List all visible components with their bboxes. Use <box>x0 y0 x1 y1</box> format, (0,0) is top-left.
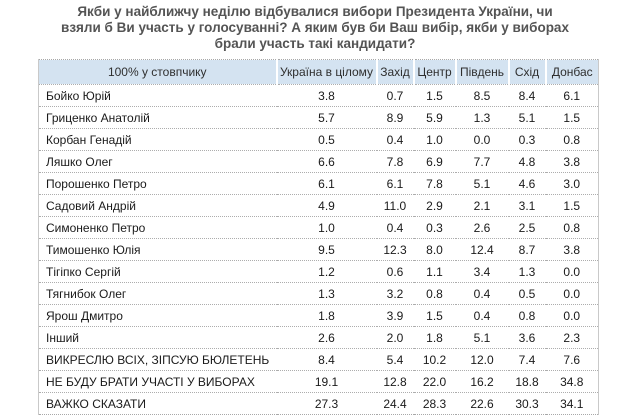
table-row <box>39 195 599 217</box>
value-cell: 0.8 <box>414 283 456 305</box>
value-cell: 1.5 <box>546 107 599 129</box>
corner-header: 100% у стовпчику <box>39 60 277 85</box>
value-cell: 5.9 <box>414 107 456 129</box>
value-cell: 3.8 <box>546 151 599 173</box>
row-label: Гриценко Анатолій <box>39 107 277 129</box>
row-label: Корбан Генадій <box>39 129 277 151</box>
table-row <box>39 371 599 393</box>
row-label: Садовий Андрій <box>39 195 277 217</box>
value-cell: 1.2 <box>277 261 377 283</box>
table-row <box>39 151 599 173</box>
value-cell: 5.7 <box>277 107 377 129</box>
value-cell: 0.4 <box>456 283 509 305</box>
region-header: Центр <box>414 60 456 85</box>
table-row <box>39 217 599 239</box>
value-cell: 7.7 <box>456 151 509 173</box>
value-cell: 8.0 <box>414 239 456 261</box>
value-cell: 1.8 <box>414 327 456 349</box>
value-cell: 34.1 <box>546 393 599 415</box>
value-cell: 0.5 <box>277 129 377 151</box>
value-cell: 4.9 <box>277 195 377 217</box>
region-header: Україна в цілому <box>277 60 377 85</box>
value-cell: 6.1 <box>546 85 599 107</box>
poll-results-table <box>38 59 599 415</box>
row-label: НЕ БУДУ БРАТИ УЧАСТІ У ВИБОРАХ <box>39 371 277 393</box>
value-cell: 1.5 <box>414 85 456 107</box>
value-cell: 0.8 <box>546 129 599 151</box>
table-row <box>39 393 599 415</box>
value-cell: 22.0 <box>414 371 456 393</box>
region-header: Захід <box>377 60 414 85</box>
value-cell: 22.6 <box>456 393 509 415</box>
value-cell: 8.5 <box>456 85 509 107</box>
value-cell: 1.8 <box>277 305 377 327</box>
value-cell: 2.6 <box>277 327 377 349</box>
value-cell: 2.9 <box>414 195 456 217</box>
value-cell: 0.4 <box>377 217 414 239</box>
value-cell: 5.1 <box>456 327 509 349</box>
row-label: Бойко Юрій <box>39 85 277 107</box>
region-header: Південь <box>456 60 509 85</box>
row-label: Тігіпко Сергій <box>39 261 277 283</box>
value-cell: 0.5 <box>509 283 546 305</box>
value-cell: 3.9 <box>377 305 414 327</box>
row-label: Порошенко Петро <box>39 173 277 195</box>
value-cell: 12.0 <box>456 349 509 371</box>
table-row <box>39 261 599 283</box>
value-cell: 1.5 <box>546 195 599 217</box>
table-row <box>39 85 599 107</box>
value-cell: 7.4 <box>509 349 546 371</box>
page-title: Якби у найближчу неділю відбувалися вибори Президента України, чи взяли б Ви участь у голосуванні? А яким був би Ваш вибір, якби у виборах брали участь такі кандидати? <box>61 4 569 51</box>
value-cell: 1.5 <box>414 305 456 327</box>
value-cell: 34.8 <box>546 371 599 393</box>
value-cell: 2.3 <box>546 327 599 349</box>
row-label: Ярош Дмитро <box>39 305 277 327</box>
region-header: Донбас <box>546 60 599 85</box>
value-cell: 1.1 <box>414 261 456 283</box>
value-cell: 7.8 <box>377 151 414 173</box>
value-cell: 3.6 <box>509 327 546 349</box>
value-cell: 0.0 <box>546 261 599 283</box>
value-cell: 12.8 <box>377 371 414 393</box>
row-label: ВИКРЕСЛЮ ВСІХ, ЗІПСУЮ БЮЛЕТЕНЬ <box>39 349 277 371</box>
table-row <box>39 129 599 151</box>
value-cell: 0.6 <box>377 261 414 283</box>
value-cell: 0.4 <box>377 129 414 151</box>
table-row <box>39 239 599 261</box>
value-cell: 6.1 <box>377 173 414 195</box>
value-cell: 11.0 <box>377 195 414 217</box>
value-cell: 30.3 <box>509 393 546 415</box>
table-row <box>39 305 599 327</box>
value-cell: 3.8 <box>546 239 599 261</box>
value-cell: 0.7 <box>377 85 414 107</box>
table-row <box>39 327 599 349</box>
row-label: Тимошенко Юлія <box>39 239 277 261</box>
value-cell: 0.3 <box>414 217 456 239</box>
value-cell: 0.0 <box>546 305 599 327</box>
value-cell: 1.3 <box>277 283 377 305</box>
value-cell: 7.6 <box>546 349 599 371</box>
value-cell: 0.4 <box>456 305 509 327</box>
value-cell: 3.4 <box>456 261 509 283</box>
value-cell: 3.2 <box>377 283 414 305</box>
row-label: Ляшко Олег <box>39 151 277 173</box>
value-cell: 0.3 <box>509 129 546 151</box>
table-row <box>39 283 599 305</box>
value-cell: 8.4 <box>509 85 546 107</box>
value-cell: 1.3 <box>509 261 546 283</box>
value-cell: 0.0 <box>546 283 599 305</box>
value-cell: 1.0 <box>277 217 377 239</box>
value-cell: 4.6 <box>509 173 546 195</box>
value-cell: 6.1 <box>277 173 377 195</box>
value-cell: 12.3 <box>377 239 414 261</box>
value-cell: 2.5 <box>509 217 546 239</box>
value-cell: 28.3 <box>414 393 456 415</box>
value-cell: 2.0 <box>377 327 414 349</box>
value-cell: 6.6 <box>277 151 377 173</box>
row-label: Інший <box>39 327 277 349</box>
value-cell: 8.4 <box>277 349 377 371</box>
value-cell: 9.5 <box>277 239 377 261</box>
row-label: Тягнибок Олег <box>39 283 277 305</box>
row-label: Симоненко Петро <box>39 217 277 239</box>
table-body <box>39 85 599 415</box>
value-cell: 8.7 <box>509 239 546 261</box>
value-cell: 19.1 <box>277 371 377 393</box>
value-cell: 3.0 <box>546 173 599 195</box>
table-row <box>39 107 599 129</box>
value-cell: 4.8 <box>509 151 546 173</box>
value-cell: 6.9 <box>414 151 456 173</box>
value-cell: 5.4 <box>377 349 414 371</box>
value-cell: 18.8 <box>509 371 546 393</box>
value-cell: 1.0 <box>414 129 456 151</box>
row-label: ВАЖКО СКАЗАТИ <box>39 393 277 415</box>
header-row <box>39 60 599 85</box>
value-cell: 12.4 <box>456 239 509 261</box>
value-cell: 2.6 <box>456 217 509 239</box>
table-row <box>39 349 599 371</box>
table-row <box>39 173 599 195</box>
value-cell: 7.8 <box>414 173 456 195</box>
value-cell: 0.8 <box>546 217 599 239</box>
value-cell: 16.2 <box>456 371 509 393</box>
value-cell: 2.1 <box>456 195 509 217</box>
poll-table-container <box>38 59 598 415</box>
value-cell: 0.8 <box>509 305 546 327</box>
value-cell: 1.3 <box>456 107 509 129</box>
value-cell: 5.1 <box>509 107 546 129</box>
value-cell: 5.1 <box>456 173 509 195</box>
value-cell: 10.2 <box>414 349 456 371</box>
value-cell: 24.4 <box>377 393 414 415</box>
value-cell: 3.1 <box>509 195 546 217</box>
region-header: Схід <box>509 60 546 85</box>
value-cell: 0.0 <box>456 129 509 151</box>
value-cell: 8.9 <box>377 107 414 129</box>
value-cell: 3.8 <box>277 85 377 107</box>
value-cell: 27.3 <box>277 393 377 415</box>
